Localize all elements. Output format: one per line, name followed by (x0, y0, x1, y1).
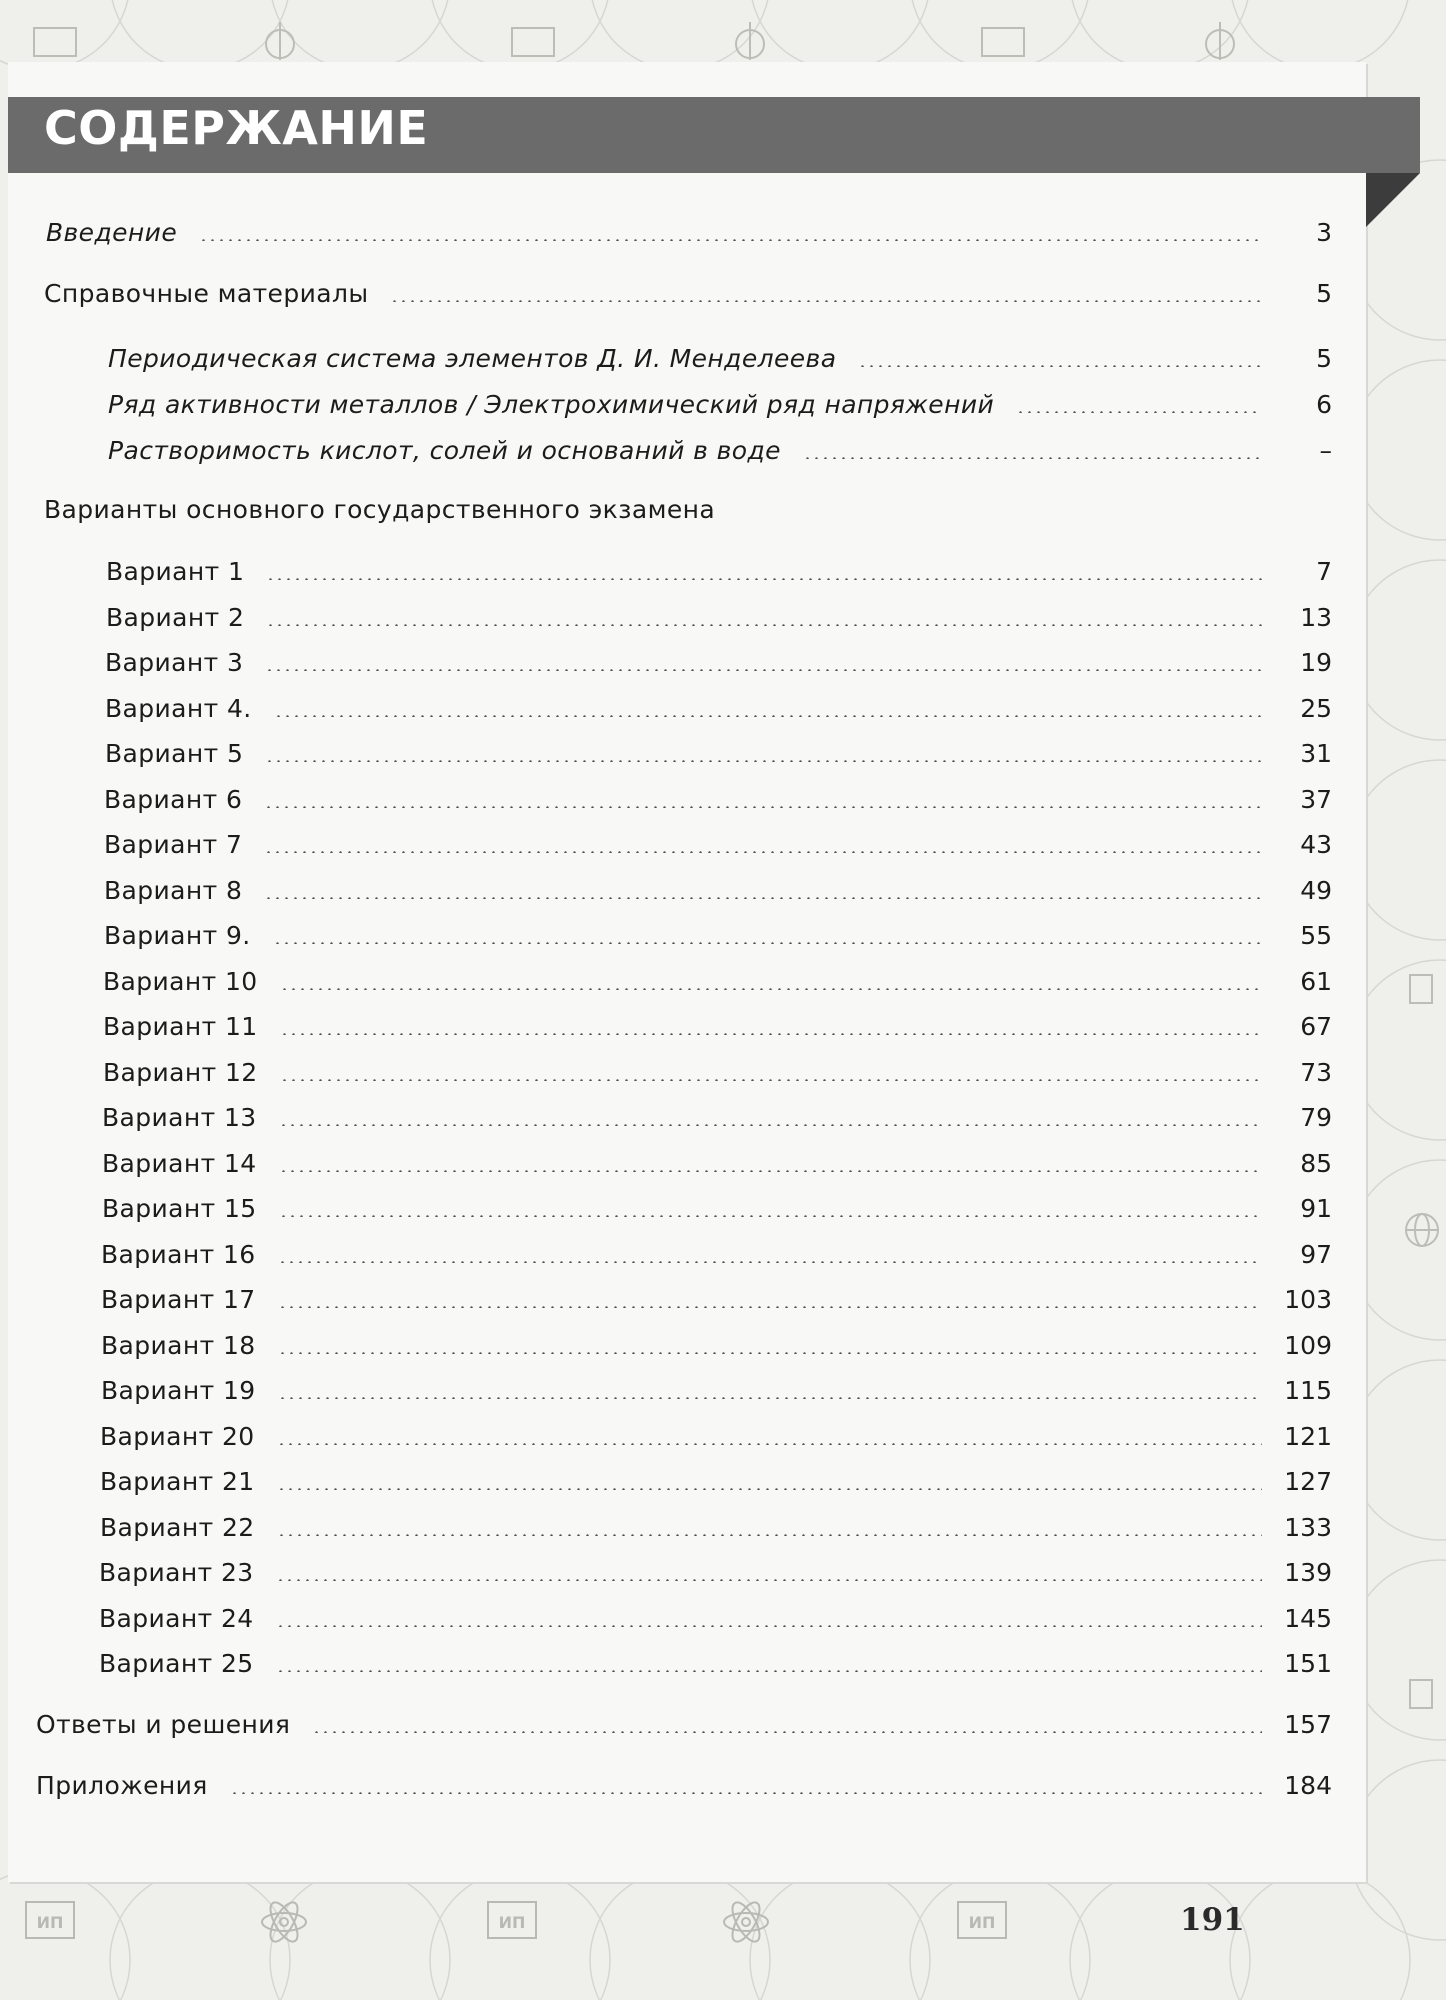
atom-icon (262, 1898, 306, 1945)
toc-entry-variant[interactable] (101, 1326, 1332, 1360)
toc-entry-page: 79 (1300, 1103, 1332, 1132)
toc-entry-page: 151 (1284, 1649, 1332, 1678)
dot-leader (277, 1534, 1262, 1536)
toc-entry-page: 184 (1284, 1771, 1332, 1800)
toc-entry-label: Вариант 13 (102, 1103, 257, 1132)
toc-entry-label: Растворимость кислот, солей и оснований в воде (108, 436, 781, 465)
toc-entry-page: 109 (1284, 1331, 1332, 1360)
toc-entry-label: Справочные материалы (44, 279, 369, 308)
toc-entry-label: Вариант 16 (101, 1240, 256, 1269)
toc-entry-page: 157 (1284, 1710, 1332, 1739)
toc-entry-page: 127 (1284, 1467, 1332, 1496)
toc-entry-label: Вариант 15 (102, 1194, 257, 1223)
toc-entry-page: 61 (1300, 967, 1332, 996)
ip-logo-icon (26, 1902, 74, 1938)
toc-entry-variant[interactable] (100, 1417, 1332, 1451)
toc-entry-page: 67 (1300, 1012, 1332, 1041)
toc-entry-variant[interactable] (102, 1098, 1332, 1132)
toc-entry-label: Вариант 22 (100, 1513, 255, 1542)
toc-entry-label: Вариант 17 (101, 1285, 256, 1314)
toc-entry-label: Периодическая система элементов Д. И. Менделеева (108, 344, 837, 373)
svg-text:ИП: ИП (36, 1913, 64, 1932)
dot-leader (276, 1579, 1262, 1581)
toc-entry-variant[interactable] (103, 1053, 1332, 1087)
dot-leader (264, 806, 1262, 808)
toc-entry-page: 85 (1300, 1149, 1332, 1178)
ip-logo-icon (958, 1902, 1006, 1938)
toc-entry-periodic-table[interactable] (108, 339, 1332, 373)
toc-entry-variant[interactable] (101, 1280, 1332, 1314)
toc-entry-variant[interactable] (101, 1371, 1332, 1405)
toc-entry-label: Вариант 19 (101, 1376, 256, 1405)
toc-entry-label: Вариант 2 (106, 603, 245, 632)
toc-entry-variant[interactable] (104, 825, 1332, 859)
dot-leader (199, 239, 1262, 241)
toc-entry-variant[interactable] (101, 1235, 1332, 1269)
dot-leader (265, 760, 1262, 762)
toc-entry-page: 7 (1316, 557, 1332, 586)
toc-entry-label: Вариант 23 (99, 1558, 254, 1587)
toc-entry-page: 6 (1316, 390, 1332, 419)
ip-logo-icon (488, 1902, 536, 1938)
toc-entry-label: Варианты основного государственного экзамена (44, 495, 716, 524)
toc-entry-label: Вариант 11 (103, 1012, 258, 1041)
toc-entry-label: Вариант 3 (105, 648, 244, 677)
toc-section-variants[interactable] (44, 490, 1044, 524)
toc-entry-page: – (1319, 436, 1332, 465)
toc-entry-variant[interactable] (103, 962, 1332, 996)
toc-entry-page: 115 (1284, 1376, 1332, 1405)
toc-entry-activity-series[interactable] (108, 385, 1332, 419)
toc-entry-label: Вариант 14 (102, 1149, 257, 1178)
toc-entry-variant[interactable] (104, 871, 1332, 905)
toc-entry-variant[interactable] (99, 1644, 1332, 1678)
toc-entry-intro[interactable] (46, 213, 1332, 247)
toc-entry-label: Приложения (36, 1771, 208, 1800)
dot-leader (280, 1033, 1262, 1035)
toc-entry-label: Вариант 6 (104, 785, 243, 814)
dot-leader (278, 1397, 1262, 1399)
toc-entry-variant[interactable] (102, 1144, 1332, 1178)
dot-leader (390, 300, 1262, 302)
toc-entry-variant[interactable] (99, 1599, 1332, 1633)
dot-leader (277, 1488, 1262, 1490)
page-number: 191 (1180, 1902, 1245, 1938)
toc-entry-variant[interactable] (102, 1189, 1332, 1223)
toc-entry-page: 103 (1284, 1285, 1332, 1314)
toc-entry-variant[interactable] (106, 598, 1332, 632)
toc-entry-label: Вариант 5 (105, 739, 244, 768)
toc-entry-page: 3 (1316, 218, 1332, 247)
toc-entry-page: 13 (1300, 603, 1332, 632)
toc-entry-page: 25 (1300, 694, 1332, 723)
toc-entry-page: 37 (1300, 785, 1332, 814)
toc-entry-label: Вариант 10 (103, 967, 258, 996)
svg-text:ИП: ИП (968, 1913, 996, 1932)
dot-leader (858, 365, 1262, 367)
toc-entry-variant[interactable] (100, 1508, 1332, 1542)
dot-leader (279, 1124, 1262, 1126)
dot-leader (276, 1625, 1262, 1627)
toc-entry-reference[interactable] (44, 274, 1332, 308)
toc-entry-variant[interactable] (106, 552, 1332, 586)
toc-entry-label: Вариант 18 (101, 1331, 256, 1360)
footer-decoration (0, 1880, 1446, 2000)
dot-leader (273, 942, 1262, 944)
dot-leader (1016, 411, 1262, 413)
toc-entry-label: Вариант 24 (99, 1604, 254, 1633)
toc-entry-label: Вариант 4. (105, 694, 252, 723)
toc-entry-page: 43 (1300, 830, 1332, 859)
toc-entry-page: 73 (1300, 1058, 1332, 1087)
toc-entry-answers[interactable] (36, 1705, 1332, 1739)
toc-entry-page: 5 (1316, 344, 1332, 373)
dot-leader (277, 1443, 1262, 1445)
dot-leader (265, 669, 1262, 671)
dot-leader (264, 897, 1262, 899)
toc-entry-label: Вариант 25 (99, 1649, 254, 1678)
toc-entry-page: 145 (1284, 1604, 1332, 1633)
toc-entry-label: Вариант 7 (104, 830, 243, 859)
toc-entry-page: 55 (1300, 921, 1332, 950)
toc-entry-variant[interactable] (104, 916, 1332, 950)
toc-entry-page: 121 (1284, 1422, 1332, 1451)
dot-leader (274, 715, 1262, 717)
atom-icon (724, 1898, 768, 1945)
toc-entry-page: 133 (1284, 1513, 1332, 1542)
toc-entry-label: Вариант 8 (104, 876, 243, 905)
toc-entry-page: 91 (1300, 1194, 1332, 1223)
toc-entry-variant[interactable] (105, 689, 1332, 723)
toc-entry-label: Вариант 12 (103, 1058, 258, 1087)
toc-entry-label: Вариант 21 (100, 1467, 255, 1496)
dot-leader (803, 457, 1262, 459)
toc-entry-label: Вариант 1 (106, 557, 245, 586)
dot-leader (278, 1261, 1262, 1263)
svg-text:ИП: ИП (498, 1913, 526, 1932)
dot-leader (278, 1306, 1262, 1308)
toc-entry-label: Ответы и решения (36, 1710, 291, 1739)
page-title: СОДЕРЖАНИЕ (44, 101, 429, 155)
toc-entry-solubility[interactable] (108, 431, 1332, 465)
toc-entry-page: 19 (1300, 648, 1332, 677)
dot-leader (280, 1079, 1262, 1081)
dot-leader (230, 1792, 1262, 1794)
toc-entry-page: 49 (1300, 876, 1332, 905)
dot-leader (266, 578, 1262, 580)
toc-entry-page: 31 (1300, 739, 1332, 768)
dot-leader (279, 1215, 1262, 1217)
toc-entry-variant[interactable] (104, 780, 1332, 814)
toc-entry-variant[interactable] (105, 643, 1332, 677)
toc-entry-appendix[interactable] (36, 1766, 1332, 1800)
dot-leader (276, 1670, 1262, 1672)
toc-entry-label: Ряд активности металлов / Электрохимический ряд напряжений (108, 390, 995, 419)
toc-entry-label: Вариант 9. (104, 921, 251, 950)
dot-leader (312, 1731, 1262, 1733)
dot-leader (266, 624, 1262, 626)
dot-leader (279, 1170, 1262, 1172)
toc-entry-variant[interactable] (99, 1553, 1332, 1587)
toc-entry-page: 139 (1284, 1558, 1332, 1587)
toc-entry-variant[interactable] (105, 734, 1332, 768)
toc-entry-page: 97 (1300, 1240, 1332, 1269)
toc-entry-page: 5 (1316, 279, 1332, 308)
toc-entry-variant[interactable] (100, 1462, 1332, 1496)
dot-leader (278, 1352, 1262, 1354)
toc-entry-variant[interactable] (103, 1007, 1332, 1041)
toc-entry-label: Введение (46, 218, 178, 247)
dot-leader (264, 851, 1262, 853)
dot-leader (280, 988, 1262, 990)
toc-entry-label: Вариант 20 (100, 1422, 255, 1451)
